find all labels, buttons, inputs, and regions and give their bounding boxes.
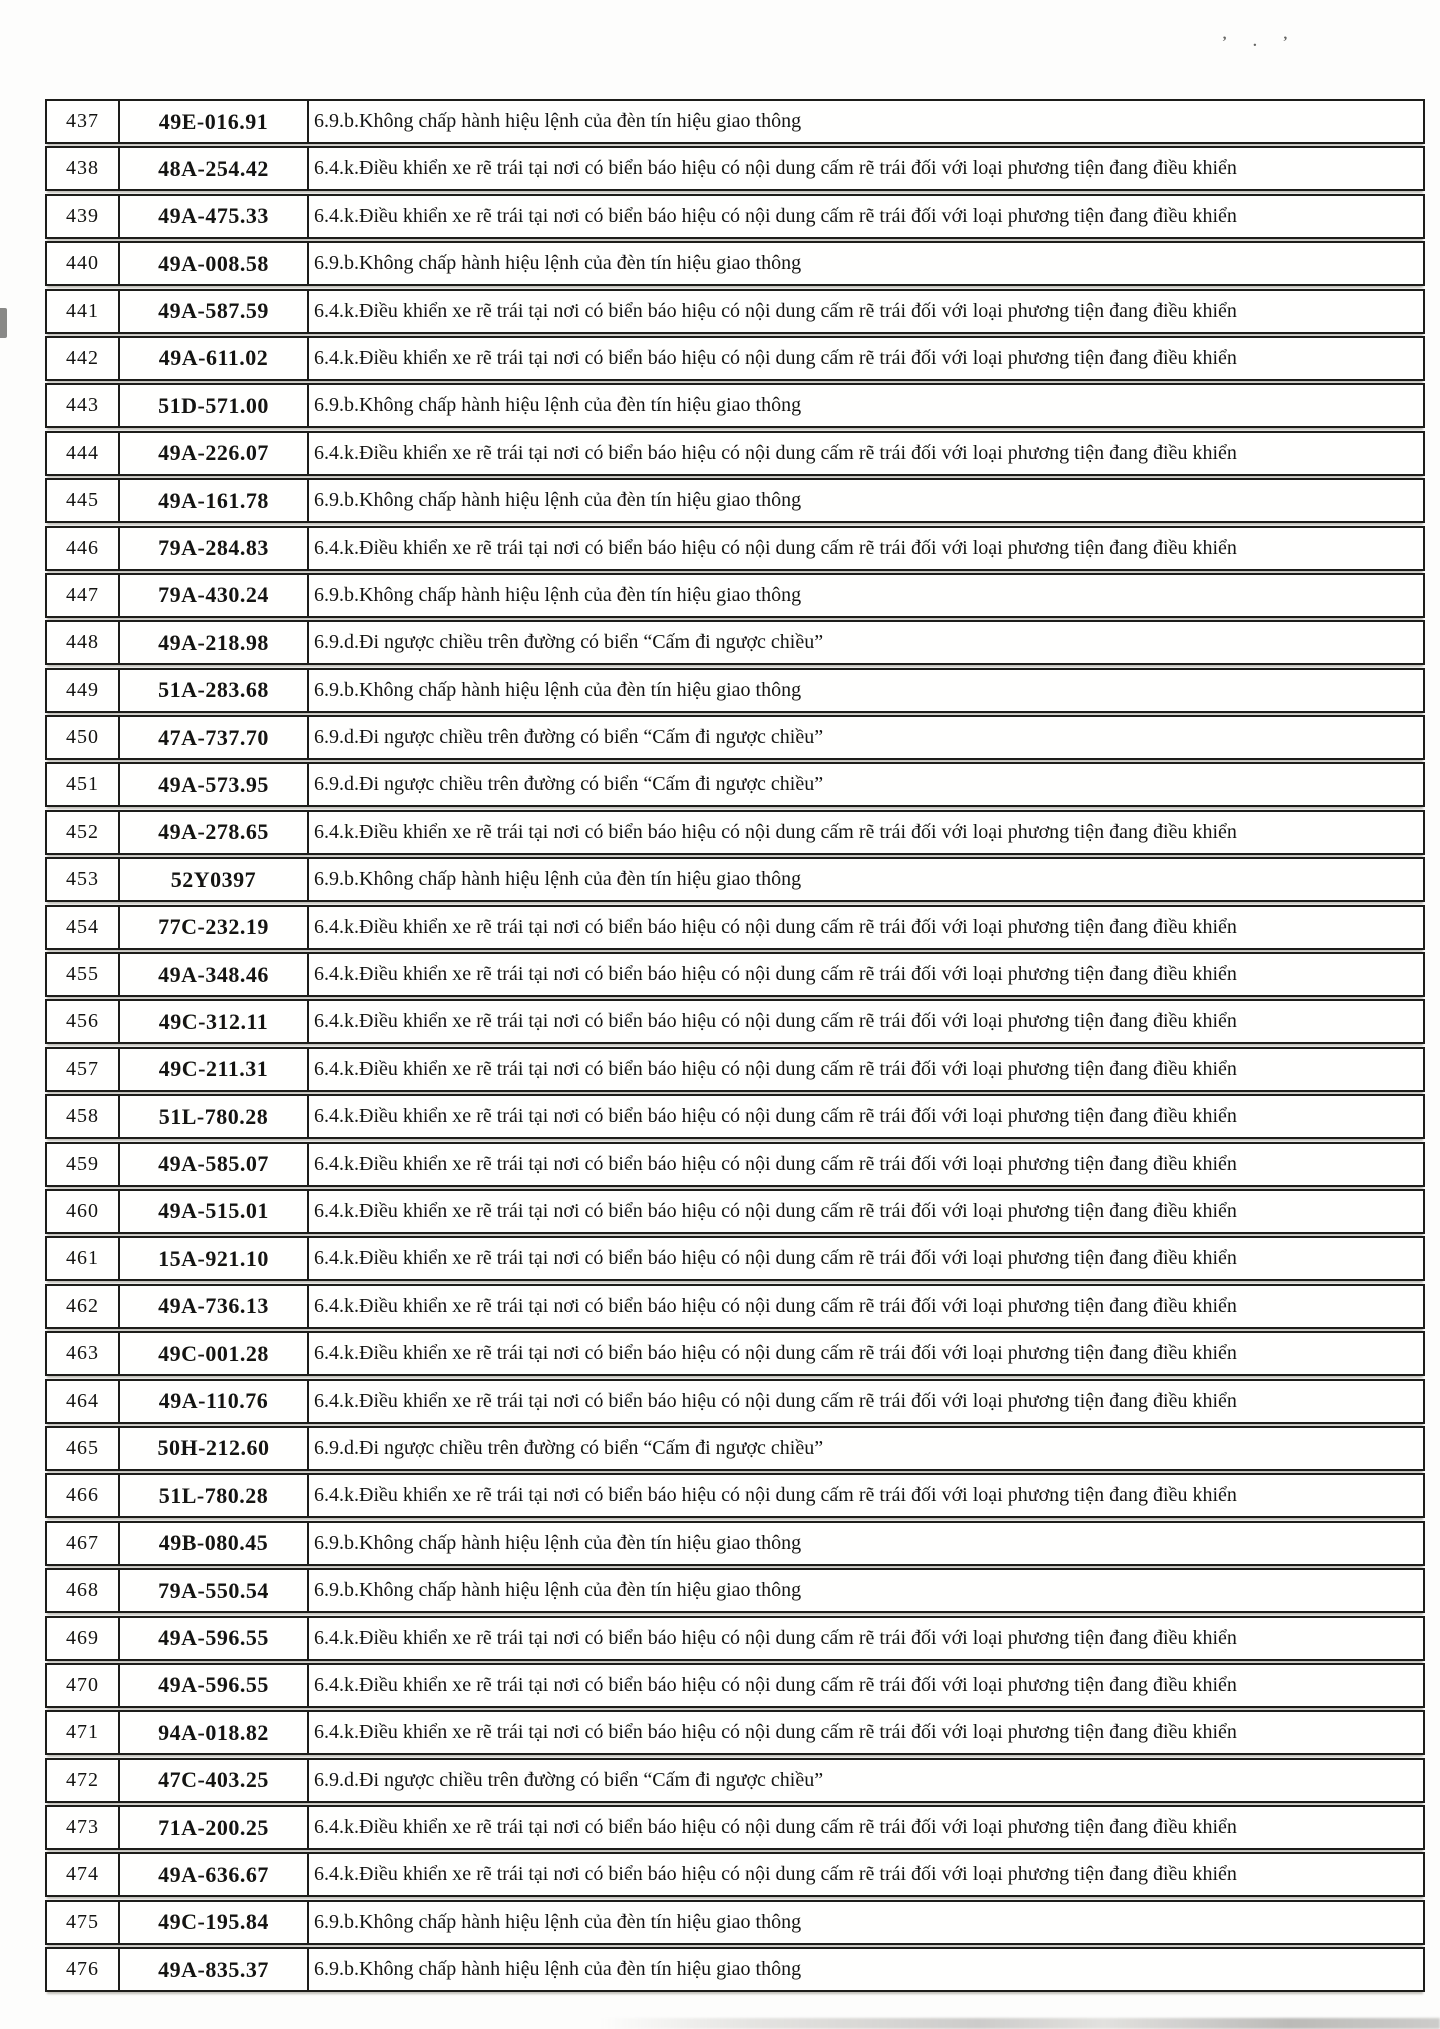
violation-description-cell: 6.9.b.Không chấp hành hiệu lệnh của đèn tín hiệu giao thông [314, 1958, 802, 1981]
row-number-cell: 437 [47, 101, 120, 142]
license-plate-cell: 50H-212.60 [120, 1428, 309, 1469]
violation-description-cell: 6.4.k.Điều khiển xe rẽ trái tại nơi có biển báo hiệu có nội dung cấm rẽ trái đối với loại phương tiện đang điều khiển [314, 1010, 1237, 1033]
violation-description-cell: 6.4.k.Điều khiển xe rẽ trái tại nơi có biển báo hiệu có nội dung cấm rẽ trái đối với loại phương tiện đang điều khiển [314, 1626, 1237, 1649]
table-row [45, 1568, 1425, 1613]
violation-description-cell: 6.9.d.Đi ngược chiều trên đường có biển “Cấm đi ngược chiều” [314, 773, 824, 796]
license-plate-cell: 49A-596.55 [120, 1665, 309, 1706]
row-number-cell: 457 [47, 1049, 120, 1090]
row-number-cell: 443 [47, 385, 120, 426]
violation-description-cell: 6.4.k.Điều khiển xe rẽ trái tại nơi có biển báo hiệu có nội dung cấm rẽ trái đối với loại phương tiện đang điều khiển [314, 1342, 1237, 1365]
license-plate-cell: 49A-226.07 [120, 433, 309, 474]
license-plate-cell: 51L-780.28 [120, 1096, 309, 1137]
license-plate-cell: 48A-254.42 [120, 148, 309, 189]
table-row [45, 715, 1425, 760]
license-plate-cell: 51D-571.00 [120, 385, 309, 426]
row-number-cell: 444 [47, 433, 120, 474]
table-row [45, 1947, 1425, 1992]
scan-artifact-bottom-smudge [600, 2018, 1440, 2029]
table-row [45, 336, 1425, 381]
violation-description-cell: 6.9.b.Không chấp hành hiệu lệnh của đèn tín hiệu giao thông [314, 252, 802, 275]
row-number-cell: 454 [47, 907, 120, 948]
row-number-cell: 472 [47, 1760, 120, 1801]
license-plate-cell: 79A-550.54 [120, 1570, 309, 1611]
table-row [45, 1710, 1425, 1755]
row-number-cell: 467 [47, 1523, 120, 1564]
row-number-cell: 469 [47, 1618, 120, 1659]
violation-description-cell: 6.4.k.Điều khiển xe rẽ trái tại nơi có biển báo hiệu có nội dung cấm rẽ trái đối với loại phương tiện đang điều khiển [314, 1152, 1237, 1175]
license-plate-cell: 49C-001.28 [120, 1333, 309, 1374]
row-number-cell: 453 [47, 859, 120, 900]
table-row [45, 668, 1425, 713]
license-plate-cell: 49A-587.59 [120, 291, 309, 332]
license-plate-cell: 47C-403.25 [120, 1760, 309, 1801]
license-plate-cell: 49B-080.45 [120, 1523, 309, 1564]
violation-description-cell: 6.4.k.Điều khiển xe rẽ trái tại nơi có biển báo hiệu có nội dung cấm rẽ trái đối với loại phương tiện đang điều khiển [314, 1389, 1237, 1412]
violation-description-cell: 6.4.k.Điều khiển xe rẽ trái tại nơi có biển báo hiệu có nội dung cấm rẽ trái đối với loại phương tiện đang điều khiển [314, 1294, 1237, 1317]
table-row [45, 1521, 1425, 1566]
row-number-cell: 452 [47, 812, 120, 853]
table-row [45, 905, 1425, 950]
license-plate-cell: 51A-283.68 [120, 670, 309, 711]
violation-description-cell: 6.9.d.Đi ngược chiều trên đường có biển “Cấm đi ngược chiều” [314, 1768, 824, 1791]
violation-description-cell: 6.4.k.Điều khiển xe rẽ trái tại nơi có biển báo hiệu có nội dung cấm rẽ trái đối với loại phương tiện đang điều khiển [314, 536, 1237, 559]
row-number-cell: 449 [47, 670, 120, 711]
violation-description-cell: 6.9.b.Không chấp hành hiệu lệnh của đèn tín hiệu giao thông [314, 1579, 802, 1602]
license-plate-cell: 49A-278.65 [120, 812, 309, 853]
row-number-cell: 448 [47, 622, 120, 663]
row-number-cell: 439 [47, 196, 120, 237]
license-plate-cell: 49A-596.55 [120, 1618, 309, 1659]
row-number-cell: 450 [47, 717, 120, 758]
table-row [45, 1142, 1425, 1187]
violation-description-cell: 6.4.k.Điều khiển xe rẽ trái tại nơi có biển báo hiệu có nội dung cấm rẽ trái đối với loại phương tiện đang điều khiển [314, 1816, 1237, 1839]
table-row [45, 1284, 1425, 1329]
violation-table-body [45, 99, 1425, 1995]
row-number-cell: 468 [47, 1570, 120, 1611]
license-plate-cell: 49A-008.58 [120, 243, 309, 284]
violation-description-cell: 6.9.d.Đi ngược chiều trên đường có biển “Cấm đi ngược chiều” [314, 1436, 824, 1459]
table-row [45, 1047, 1425, 1092]
row-number-cell: 455 [47, 954, 120, 995]
license-plate-cell: 49A-348.46 [120, 954, 309, 995]
row-number-cell: 476 [47, 1949, 120, 1990]
table-row [45, 1758, 1425, 1803]
license-plate-cell: 79A-430.24 [120, 575, 309, 616]
violation-description-cell: 6.4.k.Điều khiển xe rẽ trái tại nơi có biển báo hiệu có nội dung cấm rẽ trái đối với loại phương tiện đang điều khiển [314, 1863, 1237, 1886]
row-number-cell: 466 [47, 1475, 120, 1516]
violation-description-cell: 6.9.b.Không chấp hành hiệu lệnh của đèn tín hiệu giao thông [314, 583, 802, 606]
row-number-cell: 471 [47, 1712, 120, 1753]
violation-description-cell: 6.9.d.Đi ngược chiều trên đường có biển “Cấm đi ngược chiều” [314, 631, 824, 654]
table-row [45, 620, 1425, 665]
row-number-cell: 473 [47, 1807, 120, 1848]
violation-description-cell: 6.4.k.Điều khiển xe rẽ trái tại nơi có biển báo hiệu có nội dung cấm rẽ trái đối với loại phương tiện đang điều khiển [314, 299, 1237, 322]
license-plate-cell: 94A-018.82 [120, 1712, 309, 1753]
table-row [45, 1616, 1425, 1661]
license-plate-cell: 49A-218.98 [120, 622, 309, 663]
row-number-cell: 475 [47, 1902, 120, 1943]
row-number-cell: 465 [47, 1428, 120, 1469]
license-plate-cell: 49A-636.67 [120, 1854, 309, 1895]
violation-table [45, 99, 1425, 1995]
table-row [45, 1094, 1425, 1139]
row-number-cell: 458 [47, 1096, 120, 1137]
row-number-cell: 438 [47, 148, 120, 189]
violation-description-cell: 6.4.k.Điều khiển xe rẽ trái tại nơi có biển báo hiệu có nội dung cấm rẽ trái đối với loại phương tiện đang điều khiển [314, 820, 1237, 843]
table-row [45, 1900, 1425, 1945]
license-plate-cell: 52Y0397 [120, 859, 309, 900]
table-row [45, 526, 1425, 571]
violation-description-cell: 6.4.k.Điều khiển xe rẽ trái tại nơi có biển báo hiệu có nội dung cấm rẽ trái đối với loại phương tiện đang điều khiển [314, 1199, 1237, 1222]
violation-description-cell: 6.9.b.Không chấp hành hiệu lệnh của đèn tín hiệu giao thông [314, 110, 802, 132]
table-row [45, 1331, 1425, 1376]
table-row [45, 1663, 1425, 1708]
row-number-cell: 463 [47, 1333, 120, 1374]
row-number-cell: 459 [47, 1144, 120, 1185]
row-number-cell: 470 [47, 1665, 120, 1706]
license-plate-cell: 49A-611.02 [120, 338, 309, 379]
table-row [45, 1805, 1425, 1850]
violation-description-cell: 6.4.k.Điều khiển xe rẽ trái tại nơi có biển báo hiệu có nội dung cấm rẽ trái đối với loại phương tiện đang điều khiển [314, 1484, 1237, 1507]
row-number-cell: 446 [47, 528, 120, 569]
table-row [45, 952, 1425, 997]
table-row [45, 1189, 1425, 1234]
table-row [45, 146, 1425, 191]
table-row [45, 241, 1425, 286]
violation-description-cell: 6.4.k.Điều khiển xe rẽ trái tại nơi có biển báo hiệu có nội dung cấm rẽ trái đối với loại phương tiện đang điều khiển [314, 1057, 1237, 1080]
violation-description-cell: 6.9.b.Không chấp hành hiệu lệnh của đèn tín hiệu giao thông [314, 868, 802, 891]
row-number-cell: 462 [47, 1286, 120, 1327]
violation-description-cell: 6.4.k.Điều khiển xe rẽ trái tại nơi có biển báo hiệu có nội dung cấm rẽ trái đối với loại phương tiện đang điều khiển [314, 1673, 1237, 1696]
table-row [45, 194, 1425, 239]
violation-description-cell: 6.9.d.Đi ngược chiều trên đường có biển “Cấm đi ngược chiều” [314, 726, 824, 749]
license-plate-cell: 49A-736.13 [120, 1286, 309, 1327]
license-plate-cell: 49A-110.76 [120, 1381, 309, 1422]
table-row [45, 1852, 1425, 1897]
violation-description-cell: 6.4.k.Điều khiển xe rẽ trái tại nơi có biển báo hiệu có nội dung cấm rẽ trái đối với loại phương tiện đang điều khiển [314, 1105, 1237, 1128]
license-plate-cell: 49A-573.95 [120, 764, 309, 805]
violation-description-cell: 6.4.k.Điều khiển xe rẽ trái tại nơi có biển báo hiệu có nội dung cấm rẽ trái đối với loại phương tiện đang điều khiển [314, 204, 1237, 227]
license-plate-cell: 49C-211.31 [120, 1049, 309, 1090]
violation-description-cell: 6.9.b.Không chấp hành hiệu lệnh của đèn tín hiệu giao thông [314, 1910, 802, 1933]
license-plate-cell: 49A-585.07 [120, 1144, 309, 1185]
table-row [45, 999, 1425, 1044]
license-plate-cell: 49C-312.11 [120, 1001, 309, 1042]
license-plate-cell: 49C-195.84 [120, 1902, 309, 1943]
table-row [45, 383, 1425, 428]
table-row [45, 762, 1425, 807]
table-row [45, 289, 1425, 334]
table-row [45, 1426, 1425, 1471]
violation-description-cell: 6.9.b.Không chấp hành hiệu lệnh của đèn tín hiệu giao thông [314, 1531, 802, 1554]
license-plate-cell: 51L-780.28 [120, 1475, 309, 1516]
violation-description-cell: 6.4.k.Điều khiển xe rẽ trái tại nơi có biển báo hiệu có nội dung cấm rẽ trái đối với loại phương tiện đang điều khiển [314, 1247, 1237, 1270]
violation-description-cell: 6.4.k.Điều khiển xe rẽ trái tại nơi có biển báo hiệu có nội dung cấm rẽ trái đối với loại phương tiện đang điều khiển [314, 157, 1237, 180]
violation-description-cell: 6.4.k.Điều khiển xe rẽ trái tại nơi có biển báo hiệu có nội dung cấm rẽ trái đối với loại phương tiện đang điều khiển [314, 346, 1237, 369]
license-plate-cell: 77C-232.19 [120, 907, 309, 948]
row-number-cell: 451 [47, 764, 120, 805]
violation-description-cell: 6.4.k.Điều khiển xe rẽ trái tại nơi có biển báo hiệu có nội dung cấm rẽ trái đối với loại phương tiện đang điều khiển [314, 963, 1237, 986]
table-row [45, 810, 1425, 855]
table-row [45, 1236, 1425, 1281]
row-number-cell: 464 [47, 1381, 120, 1422]
license-plate-cell: 79A-284.83 [120, 528, 309, 569]
table-row [45, 431, 1425, 476]
license-plate-cell: 71A-200.25 [120, 1807, 309, 1848]
table-row [45, 573, 1425, 618]
row-number-cell: 445 [47, 480, 120, 521]
row-number-cell: 461 [47, 1238, 120, 1279]
row-number-cell: 460 [47, 1191, 120, 1232]
row-number-cell: 474 [47, 1854, 120, 1895]
row-number-cell: 442 [47, 338, 120, 379]
table-row [45, 1379, 1425, 1424]
row-number-cell: 447 [47, 575, 120, 616]
violation-description-cell: 6.4.k.Điều khiển xe rẽ trái tại nơi có biển báo hiệu có nội dung cấm rẽ trái đối với loại phương tiện đang điều khiển [314, 915, 1237, 938]
violation-description-cell: 6.9.b.Không chấp hành hiệu lệnh của đèn tín hiệu giao thông [314, 678, 802, 701]
license-plate-cell: 49A-515.01 [120, 1191, 309, 1232]
license-plate-cell: 49A-835.37 [120, 1949, 309, 1990]
scan-artifact-specks: ’.’ [1222, 34, 1314, 50]
license-plate-cell: 15A-921.10 [120, 1238, 309, 1279]
license-plate-cell: 47A-737.70 [120, 717, 309, 758]
row-number-cell: 456 [47, 1001, 120, 1042]
violation-description-cell: 6.4.k.Điều khiển xe rẽ trái tại nơi có biển báo hiệu có nội dung cấm rẽ trái đối với loại phương tiện đang điều khiển [314, 1721, 1237, 1744]
violation-description-cell: 6.4.k.Điều khiển xe rẽ trái tại nơi có biển báo hiệu có nội dung cấm rẽ trái đối với loại phương tiện đang điều khiển [314, 441, 1237, 464]
license-plate-cell: 49E-016.91 [120, 101, 309, 142]
table-row [45, 478, 1425, 523]
license-plate-cell: 49A-475.33 [120, 196, 309, 237]
row-number-cell: 440 [47, 243, 120, 284]
table-row [45, 857, 1425, 902]
violation-description-cell: 6.9.b.Không chấp hành hiệu lệnh của đèn tín hiệu giao thông [314, 489, 802, 512]
scan-artifact-left-edge-mark [0, 308, 7, 338]
violation-description-cell: 6.9.b.Không chấp hành hiệu lệnh của đèn tín hiệu giao thông [314, 394, 802, 417]
license-plate-cell: 49A-161.78 [120, 480, 309, 521]
table-row [45, 1473, 1425, 1518]
row-number-cell: 441 [47, 291, 120, 332]
table-row [45, 99, 1425, 144]
